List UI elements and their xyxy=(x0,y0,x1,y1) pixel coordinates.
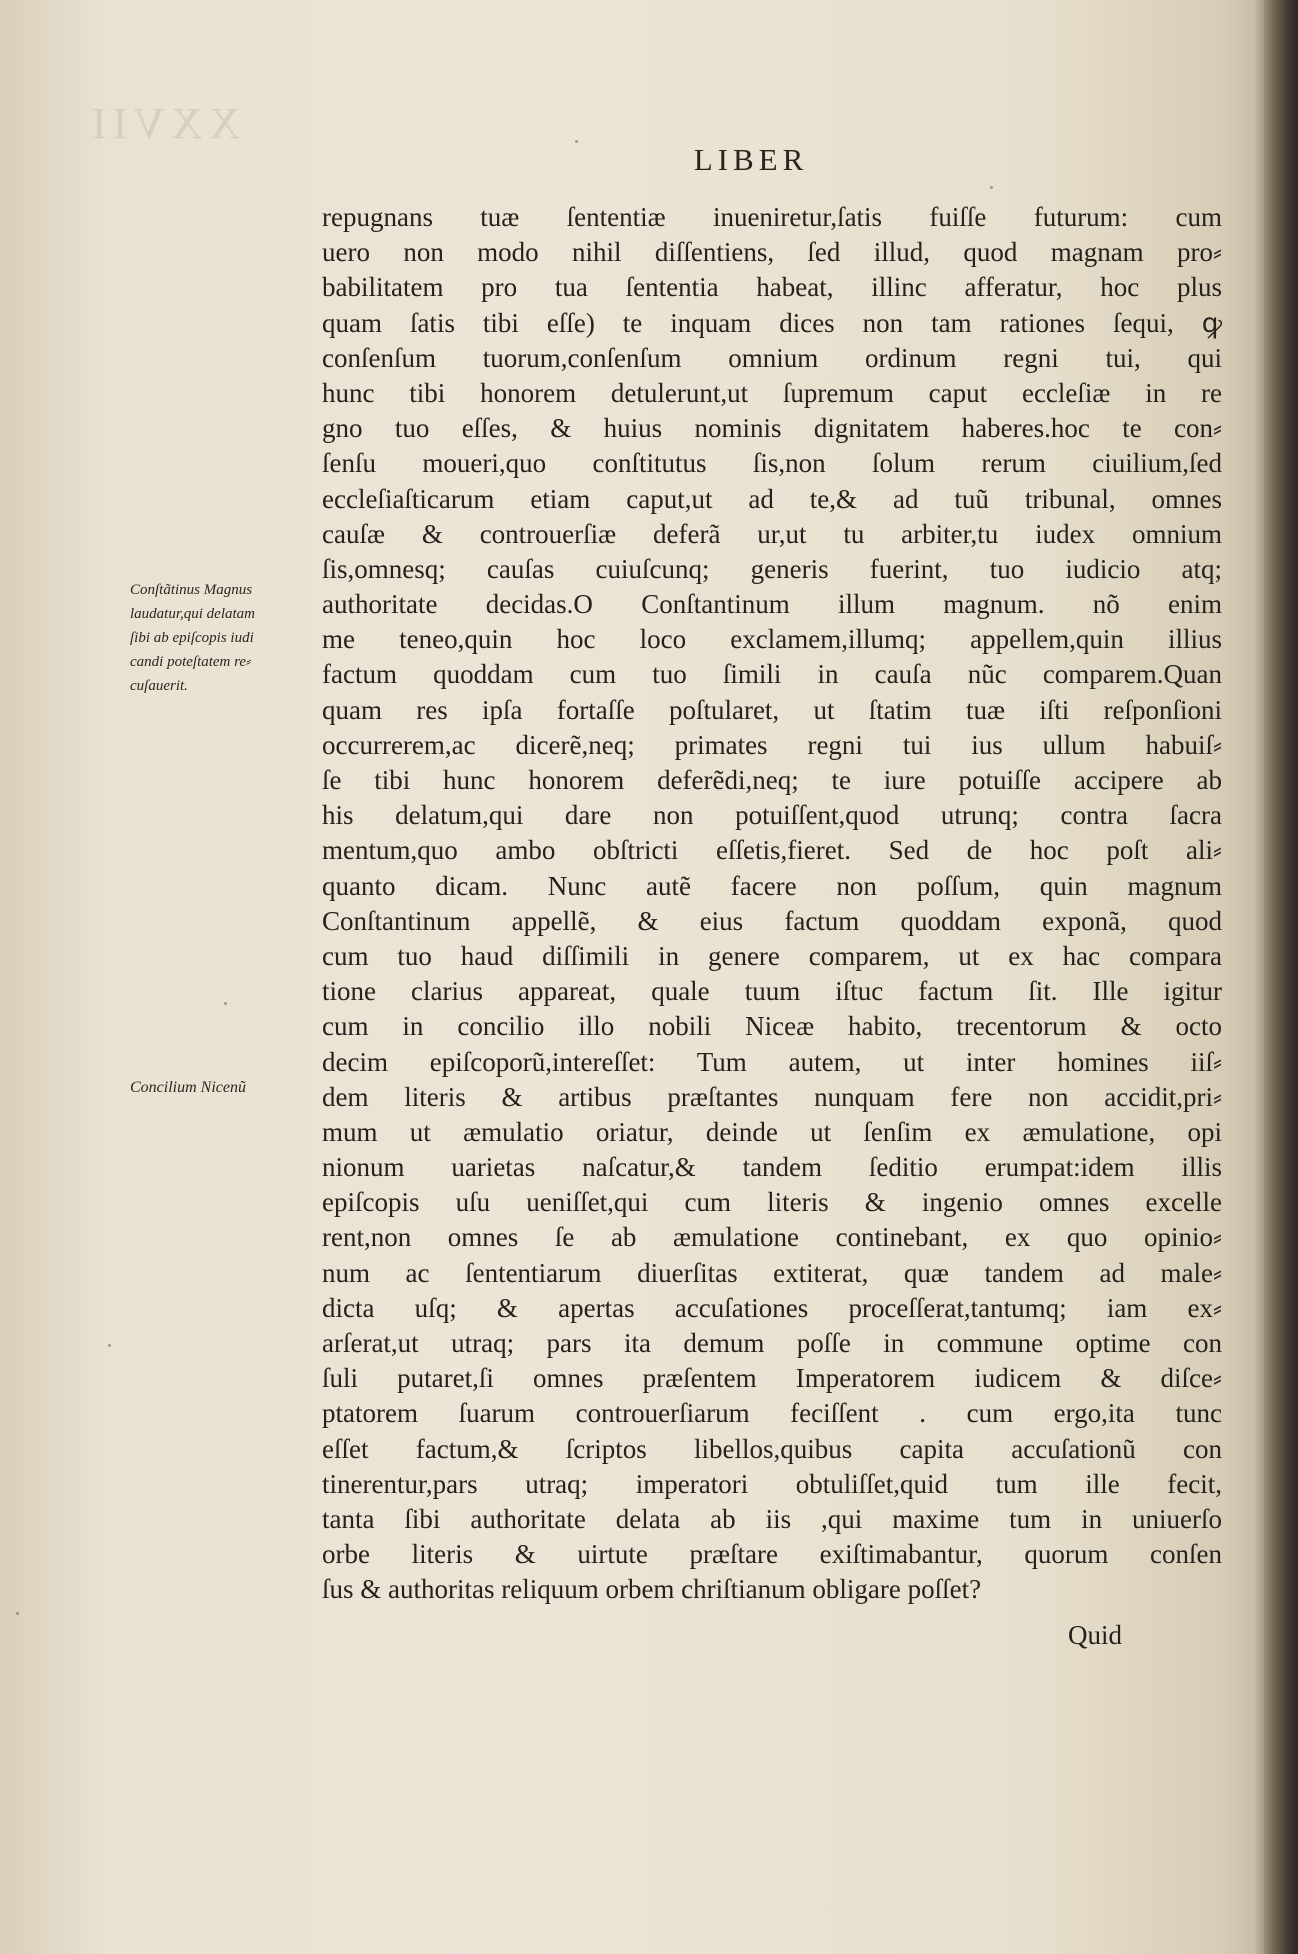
paper-speck xyxy=(108,1344,111,1347)
text-line: repugnans tuæ ſententiæ inueniretur,ſatis fuiſſe futurum: cum xyxy=(322,202,1222,232)
text-line: arſerat,ut utraq; pars ita demum poſſe in commune optime con xyxy=(322,1328,1222,1358)
text-line: ptatorem ſuarum controuerſiarum feciſſent . cum ergo,ita tunc xyxy=(322,1398,1222,1429)
paper-speck xyxy=(224,1002,227,1005)
text-line: tanta ſibi authoritate delata ab iis ,qui maxime tum in uniuerſo xyxy=(322,1503,1222,1534)
text-line: tinerentur,pars utraq; imperatori obtuliſſet,quid tum ille fecit, xyxy=(322,1468,1222,1499)
book-gutter xyxy=(1264,0,1298,1954)
marginal-note-line: ſibi ab epiſcopis iudi xyxy=(130,630,254,646)
marginal-note-line: candi poteſtatem re⸗ xyxy=(130,654,252,670)
paper-speck xyxy=(990,186,993,189)
marginal-note-line: Concilium Nicenũ xyxy=(130,1079,246,1096)
text-line: his delatum,qui dare non potuiſſent,quod utrunq; contra ſacra xyxy=(322,800,1222,831)
text-line: Conſtantinum appellẽ, & eius factum quoddam exponã, quod xyxy=(322,905,1222,936)
text-line: hunc tibi honorem detulerunt,ut ſupremum caput eccleſiæ in re xyxy=(322,377,1222,408)
text-line: ſuli putaret,ſi omnes præſentem Imperatorem iudicem & diſce⸗ xyxy=(322,1363,1222,1394)
text-line: mentum,quo ambo obſtricti eſſetis,fieret. Sed de hoc poſt ali⸗ xyxy=(322,835,1222,866)
text-line: orbe literis & uirtute præſtare exiſtimabantur, quorum conſen xyxy=(322,1539,1222,1570)
page-shadow xyxy=(1254,0,1264,1954)
text-line: dicta uſq; & apertas accuſationes proceſſerat,tantumq; iam ex⸗ xyxy=(322,1292,1222,1323)
text-line: me teneo,quin hoc loco exclamem,illumq; appellem,quin illius xyxy=(322,624,1222,655)
marginal-note-constantine xyxy=(130,578,310,698)
marginal-note-line: Conſtãtinus Magnus xyxy=(130,582,253,598)
text-line: eccleſiaſticarum etiam caput,ut ad te,& ad tuũ tribunal, omnes xyxy=(322,483,1222,514)
text-line: dem literis & artibus præſtantes nunquam fere non accidit,pri⸗ xyxy=(322,1081,1222,1112)
catchword: Quid xyxy=(1068,1620,1122,1650)
text-line: uero non modo nihil diſſentiens, ſed illud, quod magnam pro⸗ xyxy=(322,237,1222,268)
text-line: ſenſu moueri,quo conſtitutus ſis,non ſolum rerum ciuilium,ſed xyxy=(322,448,1222,479)
text-line: decim epiſcoporũ,intereſſet: Tum autem, ut inter homines iiſ⸗ xyxy=(322,1046,1222,1077)
text-line: num ac ſententiarum diuerſitas extiterat, quæ tandem ad male⸗ xyxy=(322,1257,1222,1288)
text-line: mum ut æmulatio oriatur, deinde ut ſenſim ex æmulatione, opi xyxy=(322,1116,1222,1147)
text-line: nionum uarietas naſcatur,& tandem ſeditio erumpat:idem illis xyxy=(322,1152,1222,1183)
text-line: cauſæ & controuerſiæ deferã ur,ut tu arbiter,tu iudex omnium xyxy=(322,518,1222,549)
paper-speck xyxy=(16,1612,19,1615)
marginal-note-nicaea xyxy=(130,1076,310,1100)
text-line: rent,non omnes ſe ab æmulatione continebant, ex quo opinio⸗ xyxy=(322,1222,1222,1253)
text-line: babilitatem pro tua ſententia habeat, illinc afferatur, hoc plus xyxy=(322,272,1222,303)
text-line: ſus & authoritas reliquum orbem chriſtianum obligare poſſet? xyxy=(322,1574,982,1605)
text-line: quam ſatis tibi eſſe) te inquam dices non tam rationes ſequi, ꝙ xyxy=(322,307,1222,338)
text-line: conſenſum tuorum,conſenſum omnium ordinum regni tui, qui xyxy=(322,342,1222,373)
paper-speck xyxy=(575,140,578,143)
marginal-note-line: cuſauerit. xyxy=(130,678,188,694)
running-head: LIBER xyxy=(693,142,809,177)
bleed-through-folio: XXVII xyxy=(86,99,241,148)
body-text xyxy=(322,200,1222,1608)
text-line: occurrerem,ac dicerẽ,neq; primates regni tui ius ullum habuiſ⸗ xyxy=(322,729,1222,760)
text-line: factum quoddam cum tuo ſimili in cauſa nũc comparem.Quan xyxy=(322,659,1222,690)
text-line: ſis,omnesq; cauſas cuiuſcunq; generis fuerint, tuo iudicio atq; xyxy=(322,553,1222,584)
marginal-note-line: laudatur,qui delatam xyxy=(130,606,256,622)
text-line: gno tuo eſſes, & huius nominis dignitatem haberes.hoc te con⸗ xyxy=(322,413,1222,444)
text-line: tione clarius appareat, quale tuum iſtuc factum ſit. Ille igitur xyxy=(322,976,1222,1007)
text-line: cum in concilio illo nobili Niceæ habito, trecentorum & octo xyxy=(322,1011,1222,1042)
text-line: authoritate decidas.O Conſtantinum illum magnum. nõ enim xyxy=(322,589,1222,620)
text-line: quam res ipſa fortaſſe poſtularet, ut ſtatim tuæ iſti reſponſioni xyxy=(322,694,1222,725)
text-line: cum tuo haud diſſimili in genere comparem, ut ex hac compara xyxy=(322,940,1222,971)
text-line: quanto dicam. Nunc autẽ facere non poſſum, quin magnum xyxy=(322,870,1222,901)
text-line: ſe tibi hunc honorem deferẽdi,neq; te iure potuiſſe accipere ab xyxy=(322,765,1222,795)
text-line: eſſet factum,& ſcriptos libellos,quibus capita accuſationũ con xyxy=(322,1433,1222,1464)
text-line: epiſcopis uſu ueniſſet,qui cum literis & ingenio omnes excelle xyxy=(322,1187,1222,1218)
